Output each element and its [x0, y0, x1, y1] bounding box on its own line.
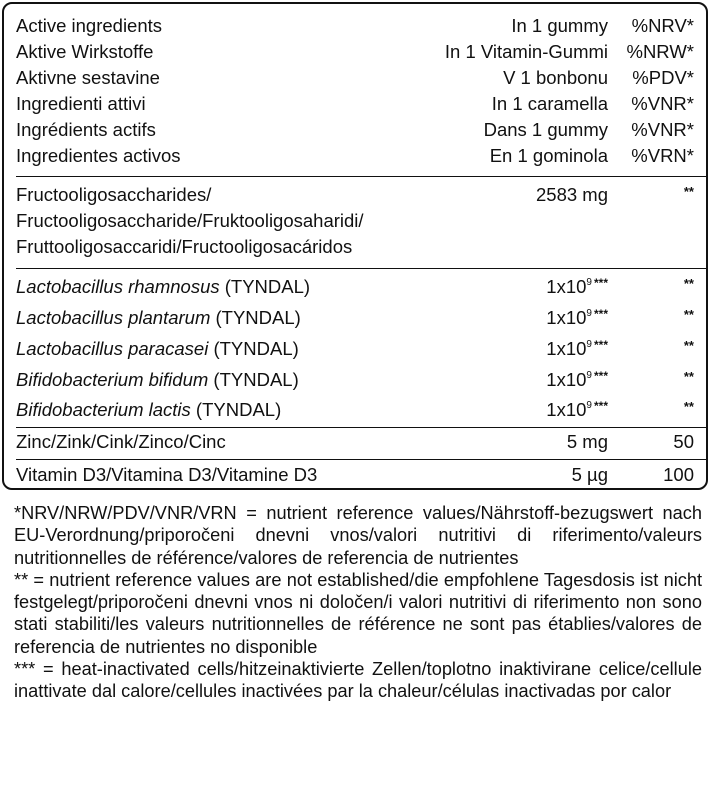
bacteria-species: Bifidobacterium bifidum: [16, 369, 209, 390]
zinc-nrv: 50: [673, 431, 694, 452]
bacteria-strain: (TYNDAL): [208, 369, 299, 390]
zinc-label: Zinc/Zink/Cink/Zinco/Cinc: [16, 431, 226, 452]
bacteria-amount: $1x10^9$ ***: [546, 369, 608, 390]
bacteria-amount: $1x10^9$ ***: [546, 307, 608, 328]
bacteria-strain: (TYNDAL): [210, 307, 301, 328]
table-divider: [16, 427, 706, 428]
header-label: Ingrédients actifs: [16, 119, 156, 140]
header-amount: En 1 gominola: [489, 145, 608, 166]
header-amount: In 1 gummy: [511, 15, 608, 36]
header-label: Aktive Wirkstoffe: [16, 41, 154, 62]
bacteria-strain: (TYNDAL): [190, 399, 282, 420]
vitamin-d3-amount: 5 µg: [571, 464, 608, 485]
header-label: Ingredienti attivi: [16, 93, 146, 114]
bacteria-nrv: **: [683, 276, 694, 291]
bacteria-amount: $1x10^9$ ***: [546, 276, 608, 297]
bacteria-nrv: **: [683, 369, 694, 384]
bacteria-species: Lactobacillus rhamnosus: [16, 276, 220, 297]
fos-amount: 2583 mg: [536, 184, 608, 205]
footnote-nrv-definition: *NRV/NRW/PDV/VNR/VRN = nutrient reference values/Nährstoff-bezugswert nach EU-Verordnung/priporočeni dnevni vnos/valori nutritivi di riferimento/valeurs nutritionnelles de référence/valores de referencia de nutrientes: [14, 503, 702, 568]
header-nrv: %VRN*: [631, 145, 694, 166]
header-nrv: %VNR*: [631, 119, 694, 140]
fos-label-line-2: Fructooligosaccharide/Fruktooligosaharidi/: [16, 210, 364, 231]
footnotes: [14, 502, 702, 703]
bacteria-species: Lactobacillus plantarum: [16, 307, 211, 328]
header-amount: V 1 bonbonu: [503, 67, 608, 88]
fos-label-line-3: Fruttooligosaccaridi/Fructooligosacáridos: [16, 236, 353, 257]
table-divider: [16, 459, 706, 460]
header-amount: In 1 caramella: [491, 93, 608, 114]
bacteria-strain: (TYNDAL): [219, 276, 311, 297]
vitamin-d3-nrv: 100: [663, 464, 694, 485]
bacteria-nrv: **: [683, 338, 694, 353]
fos-label-line-1: Fructooligosaccharides/: [16, 184, 212, 205]
header-amount: In 1 Vitamin-Gummi: [444, 41, 608, 62]
fos-nrv: **: [683, 184, 694, 199]
footnote-heat-inactivated: *** = heat-inactivated cells/hitzeinaktivierte Zellen/toplotno inaktivirane celice/cellule inattivate dal calore/cellules inactivées par la chaleur/células inactivadas por calor: [14, 659, 702, 702]
bacteria-nrv: **: [683, 307, 694, 322]
header-nrv: %VNR*: [631, 93, 694, 114]
table-divider: [16, 268, 706, 269]
bacteria-species: Lactobacillus paracasei: [16, 338, 209, 359]
bacteria-nrv: **: [683, 399, 694, 414]
bacteria-amount: $1x10^9$ ***: [546, 399, 608, 420]
header-amount: Dans 1 gummy: [483, 119, 608, 140]
zinc-amount: 5 mg: [566, 431, 608, 452]
bacteria-species: Bifidobacterium lactis: [16, 399, 191, 420]
bacteria-strain: (TYNDAL): [208, 338, 299, 359]
header-nrv: %NRV*: [631, 15, 694, 36]
header-label: Aktivne sestavine: [16, 67, 160, 88]
nutrition-table: [2, 2, 708, 490]
header-nrv: %NRW*: [626, 41, 694, 62]
header-label: Active ingredients: [16, 15, 163, 36]
bacteria-amount: $1x10^9$ ***: [546, 338, 608, 359]
vitamin-d3-label: Vitamin D3/Vitamina D3/Vitamine D3: [16, 464, 318, 485]
table-divider: [16, 176, 706, 177]
header-nrv: %PDV*: [632, 67, 694, 88]
footnote-not-established: ** = nutrient reference values are not established/die empfohlene Tagesdosis ist nicht festgelegt/priporočeni dnevni vnos ni določen/i valori nutritivi di riferimento non sono stati stabiliti/les valeurs nutritionnelles de référence ne sont pas établies/valores de referencia de nutrientes no disponible: [14, 569, 702, 657]
header-label: Ingredientes activos: [16, 145, 181, 166]
